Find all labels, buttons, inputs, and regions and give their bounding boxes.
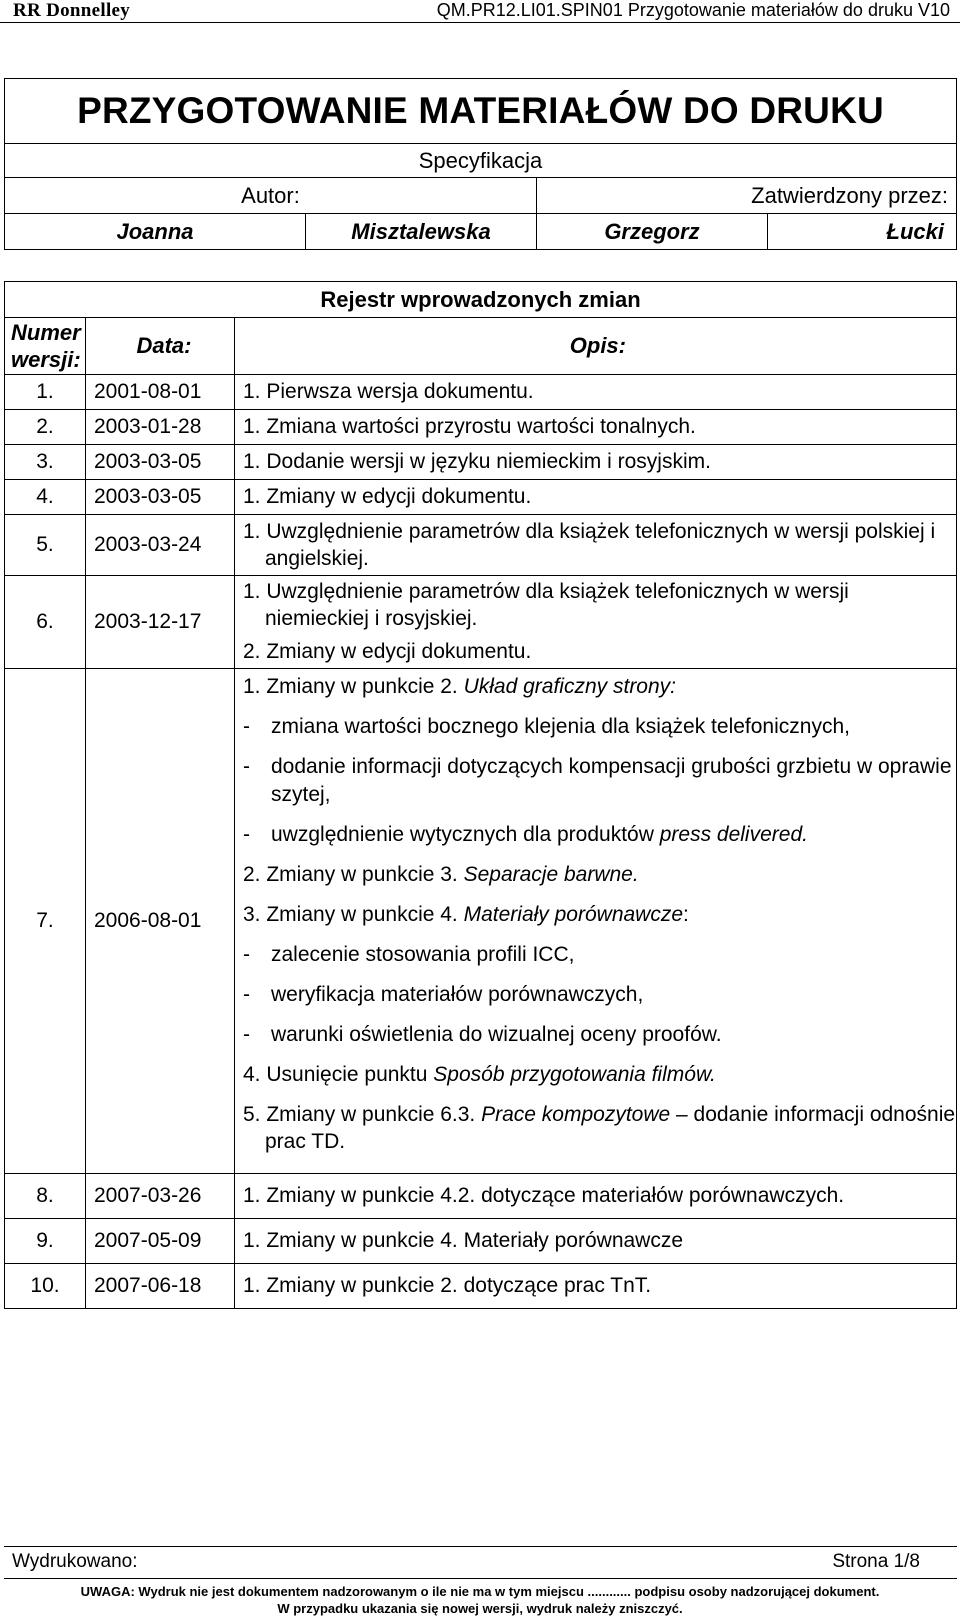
uncontrolled-copy-warning: UWAGA: Wydruk nie jest dokumentem nadzorowanym o ile nie ma w tym miejscu ............ podpisu osoby nadzorującej dokument. [80,1584,880,1599]
table-row [5,410,957,445]
section-name: Materiały porównawcze [463,903,684,926]
version-number: 8. [5,1174,86,1219]
bullet-item: - dodanie informacji dotyczących kompensacji grubości grzbietu w oprawie szytej, [243,753,956,809]
section-name: Układ graficzny strony: [463,675,677,698]
change-text: 5. Zmiany w punkcie 6.3. [243,1103,482,1126]
table-row [5,576,957,669]
new-version-warning: W przypadku ukazania się nowej wersji, wydruk należy zniszczyć. [277,1601,683,1616]
approver-last-name: Łucki [768,214,957,250]
change-text: 4. Usunięcie punktu [243,1063,434,1086]
version-description [235,576,957,669]
version-number: 6. [5,576,86,669]
section-name: Separacje barwne. [463,863,639,886]
description-item [243,861,956,889]
version-date: 2003-12-17 [86,576,235,669]
version-description: 1. Zmiany w punkcie 2. dotyczące prac TnT. [235,1264,957,1309]
version-number: 10. [5,1264,86,1309]
version-number: 9. [5,1219,86,1264]
approver-first-name: Grzegorz [537,214,768,250]
table-row [5,480,957,515]
table-row [5,445,957,480]
printed-label: Wydrukowano: [12,1551,138,1572]
description-item: 1. Uwzględnienie parametrów dla książek telefonicznych w wersji niemieckiej i rosyjskiej. [243,580,849,630]
author-label: Autor: [5,178,537,214]
change-text: 2. Zmiany w punkcie 3. [243,863,464,886]
col-version-header: Numer wersji: [5,318,86,375]
brand-text: RR Donnelley [13,0,131,21]
version-number: 7. [5,669,86,1174]
version-date: 2001-08-01 [86,375,235,410]
bullet-item: - zmiana wartości bocznego klejenia dla książek telefonicznych, [243,713,956,741]
version-date: 2007-06-18 [86,1264,235,1309]
description-item [243,673,956,701]
version-date: 2003-03-05 [86,480,235,515]
change-text: 3. Zmiany w punkcie 4. [243,903,464,926]
bullet-item [243,821,956,849]
document-subtitle: Specyfikacja [5,144,957,178]
description-item [243,1101,956,1155]
table-row [5,515,957,576]
col-desc-header: Opis: [235,318,957,375]
change-text: 1. Zmiany w punkcie 2. [243,675,464,698]
version-number: 5. [5,515,86,576]
version-date: 2003-03-05 [86,445,235,480]
table-row [5,1219,957,1264]
table-row [5,1264,957,1309]
document-id: QM.PR12.LI01.SPIN01 Przygotowanie materiałów do druku V10 [436,0,950,20]
description-item: 2. Zmiany w edycji dokumentu. [243,640,532,663]
version-number: 1. [5,375,86,410]
version-description [235,669,957,1174]
version-description: 1. Zmiany w punkcie 4. Materiały porównawcze [235,1219,957,1264]
version-number: 4. [5,480,86,515]
product-name: press delivered. [659,823,808,846]
version-date: 2003-03-24 [86,515,235,576]
description-item: 1. Uwzględnienie parametrów dla książek telefonicznych w wersji polskiej i angielskiej. [243,520,936,570]
table-row [5,669,957,1174]
section-name: Prace kompozytowe [481,1103,671,1126]
description-item [243,901,956,929]
brand-logo [13,0,130,22]
version-number: 3. [5,445,86,480]
title-table [4,78,957,250]
author-first-name: Joanna [5,214,306,250]
footer-divider [4,1546,957,1547]
col-date-header: Data: [86,318,235,375]
version-description: 1. Zmiany w edycji dokumentu. [235,480,957,515]
author-last-name: Misztalewska [306,214,537,250]
bullet-item: - warunki oświetlenia do wizualnej oceny proofów. [243,1021,956,1049]
version-date: 2006-08-01 [86,669,235,1174]
table-row [5,1174,957,1219]
version-description: 1. Pierwsza wersja dokumentu. [235,375,957,410]
version-description: 1. Zmiany w punkcie 4.2. dotyczące materiałów porównawczych. [235,1174,957,1219]
version-description: 1. Dodanie wersji w języku niemieckim i rosyjskim. [235,445,957,480]
approved-label: Zatwierdzony przez: [537,178,957,214]
table-row [5,375,957,410]
section-name: Sposób przygotowania filmów. [433,1063,716,1086]
version-date: 2007-03-26 [86,1174,235,1219]
change-text: – dodanie informacji odnośnie prac TD. [265,1103,956,1153]
version-date: 2007-05-09 [86,1219,235,1264]
version-number: 2. [5,410,86,445]
version-date: 2003-01-28 [86,410,235,445]
change-text: : [683,903,689,926]
document-title: PRZYGOTOWANIE MATERIAŁÓW DO DRUKU [5,79,957,144]
change-text: uwzględnienie wytycznych dla produktów [271,823,660,846]
page-number: Strona 1/8 [832,1551,920,1572]
description-item [243,1061,956,1089]
footer-divider [4,1578,957,1579]
change-register-table [4,281,957,1309]
version-description: 1. Zmiana wartości przyrostu wartości tonalnych. [235,410,957,445]
page-header [0,0,960,23]
bullet-item: - zalecenie stosowania profili ICC, [243,941,956,969]
bullet-item: - weryfikacja materiałów porównawczych, [243,981,956,1009]
version-description [235,515,957,576]
register-title: Rejestr wprowadzonych zmian [5,282,957,318]
